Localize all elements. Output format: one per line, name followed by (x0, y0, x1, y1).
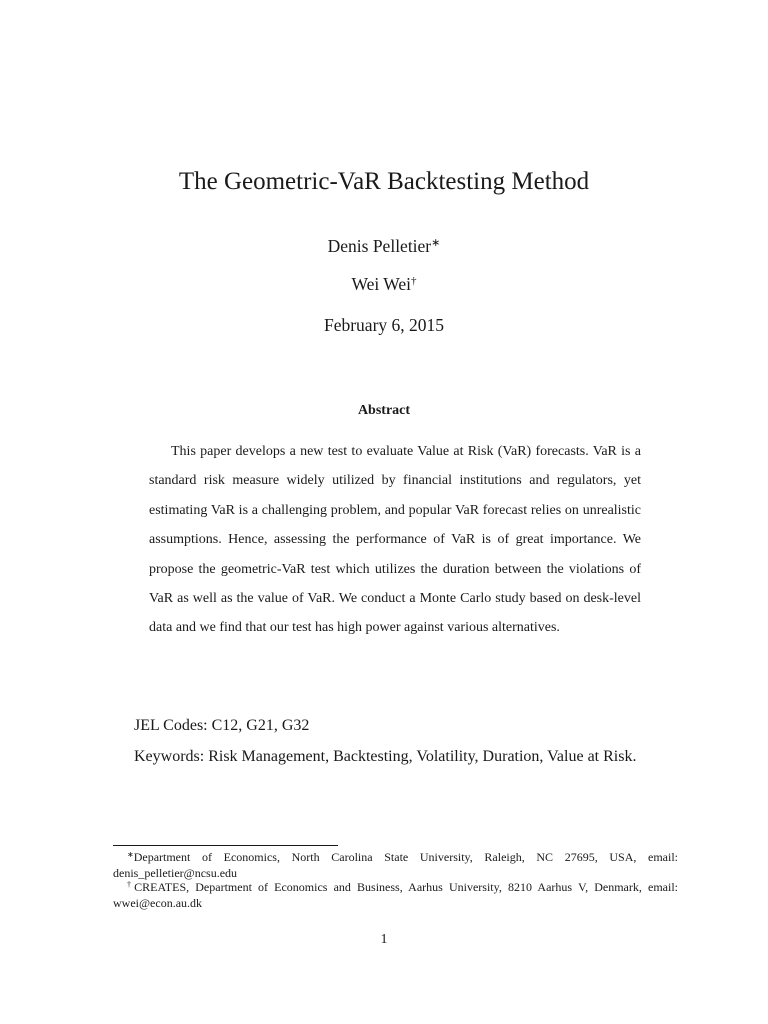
page-number: 1 (380, 932, 388, 947)
keywords: Keywords: Risk Management, Backtesting, Volatility, Duration, Value at Risk. (134, 748, 637, 765)
author-1 (0, 236, 768, 257)
paper-title: The Geometric-VaR Backtesting Method (178, 168, 590, 195)
author-name: Denis Pelletier (327, 236, 432, 256)
footnote-1 (113, 849, 678, 881)
abstract-heading: Abstract (357, 403, 411, 418)
jel-codes: JEL Codes: C12, G21, G32 (134, 717, 310, 734)
footnote-2 (113, 879, 678, 911)
footnote-rule (113, 845, 338, 846)
author-2 (0, 274, 768, 295)
footnote-text: Department of Economics, North Carolina State University, Raleigh, NC 27695, USA, email: denis_pelletier@ncsu.edu (113, 850, 678, 880)
footnote-mark: † (127, 880, 135, 889)
abstract-text: This paper develops a new test to evaluate Value at Risk (VaR) forecasts. VaR is a standard risk measure widely utilized by financial institutions and regulators, yet estimating VaR is a challenging problem, and popular VaR forecast relies on unrealistic assumptions. Hence, assessing the performance of VaR is of great importance. We propose the geometric-VaR test which utilizes the duration between the violations of VaR as well as the value of VaR. We conduct a Monte Carlo study based on desk-level data and we find that our test has high power against various alternatives. (149, 444, 641, 636)
author-name: Wei Wei (351, 274, 412, 294)
author-footnote-mark: ∗ (431, 237, 441, 249)
author-footnote-mark: † (411, 275, 417, 287)
footnote-text: CREATES, Department of Economics and Business, Aarhus University, 8210 Aarhus V, Denmark, email: wwei@econ.au.dk (113, 880, 678, 910)
publication-date: February 6, 2015 (323, 315, 445, 335)
footnote-mark: ∗ (127, 850, 134, 859)
